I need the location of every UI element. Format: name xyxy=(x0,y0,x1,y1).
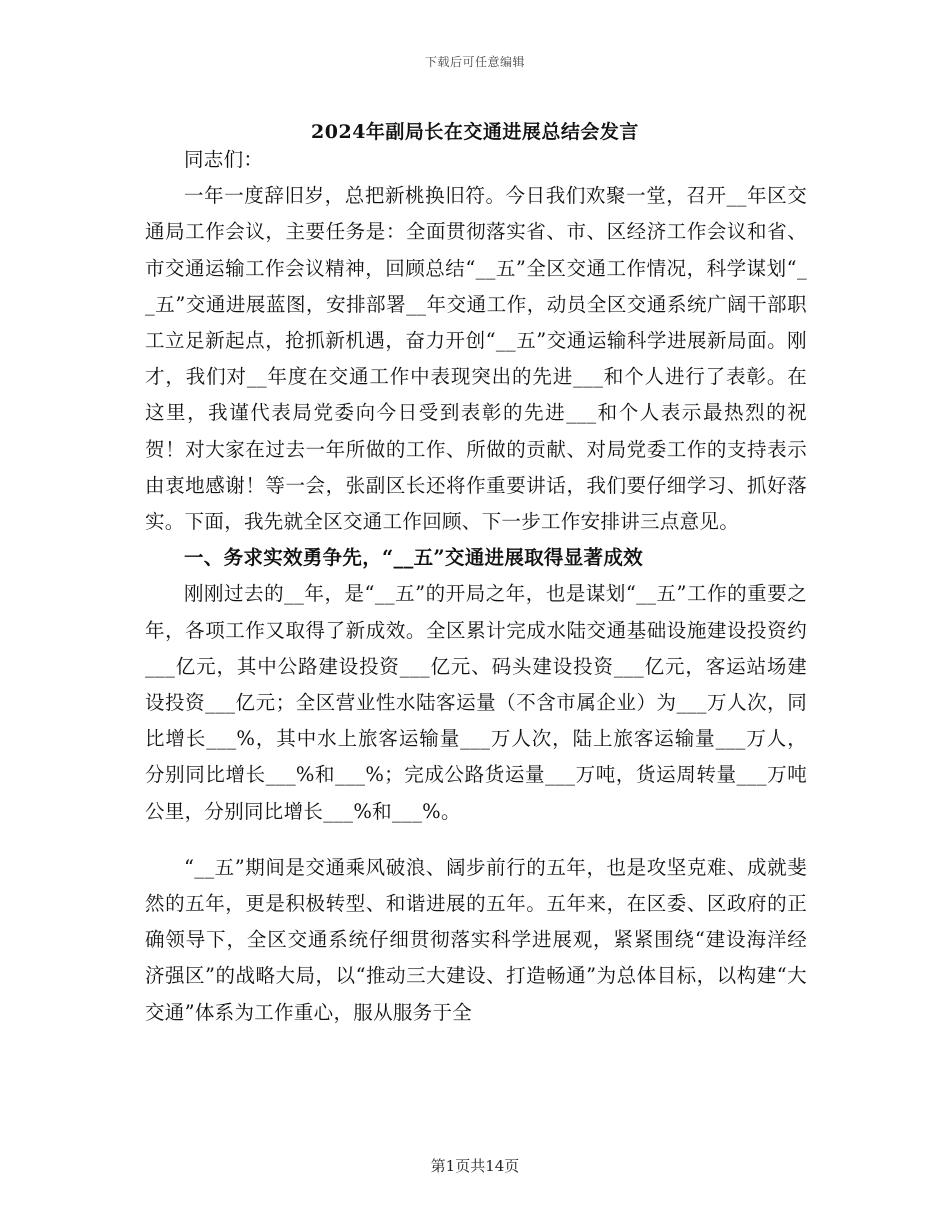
document-body xyxy=(145,142,807,1031)
section-heading: 一、务求实效勇争先，“__五”交通进展取得显著成效 xyxy=(184,546,643,570)
document-title: 2024年副局长在交通进展总结会发言 xyxy=(311,121,639,143)
salutation: 同志们： xyxy=(184,148,264,171)
page-header-note: 下载后可任意编辑 xyxy=(424,55,525,69)
section-paragraph: “__五”期间是交通乘风破浪、阔步前行的五年，也是攻坚克难、成就斐然的五年，更是积极转型、和谐进展的五年。五年来，在区委、区政府的正确领导下，全区交通系统仔细贯彻落实科学进展观，紧紧围绕“建设海洋经济强区”的战略大局，以“推动三大建设、打造畅通”为总体目标，以构建“大交通”体系为工作重心，服从服务于全 xyxy=(145,855,807,1024)
page-number: 第1页共14页 xyxy=(430,1157,520,1175)
body-paragraph: 一年一度辞旧岁，总把新桃换旧符。今日我们欢聚一堂，召开__年区交通局工作会议，主要任务是：全面贯彻落实省、市、区经济工作会议和省、市交通运输工作会议精神，回顾总结“__五”全区交通工作情况，科学谋划“__五”交通进展蓝图，安排部署__年交通工作，动员全区交通系统广阔干部职工立足新起点，抢抓新机遇，奋力开创“__五”交通运输科学进展新局面。刚才，我们对__年度在交通工作中表现突出的先进___和个人进行了表彰。在这里，我谨代表局党委向今日受到表彰的先进___和个人表示最热烈的祝贺！对大家在过去一年所做的工作、所做的贡献、对局党委工作的支持表示由衷地感谢！等一会，张副区长还将作重要讲话，我们要仔细学习、抓好落实。下面，我先就全区交通工作回顾、下一步工作安排讲三点意见。 xyxy=(145,184,807,534)
section-paragraph: 刚刚过去的__年，是“__五”的开局之年，也是谋划“__五”工作的重要之年，各项工作又取得了新成效。全区累计完成水陆交通基础设施建设投资约___亿元，其中公路建设投资___亿元、码头建设投资___亿元，客运站场建设投资___亿元；全区营业性水陆客运量（不含市属企业）为___万人次，同比增长___%，其中水上旅客运输量___万人次，陆上旅客运输量___万人，分别同比增长___%和___%；完成公路货运量___万吨，货运周转量___万吨公里，分别同比增长___%和___%。 xyxy=(145,582,807,823)
